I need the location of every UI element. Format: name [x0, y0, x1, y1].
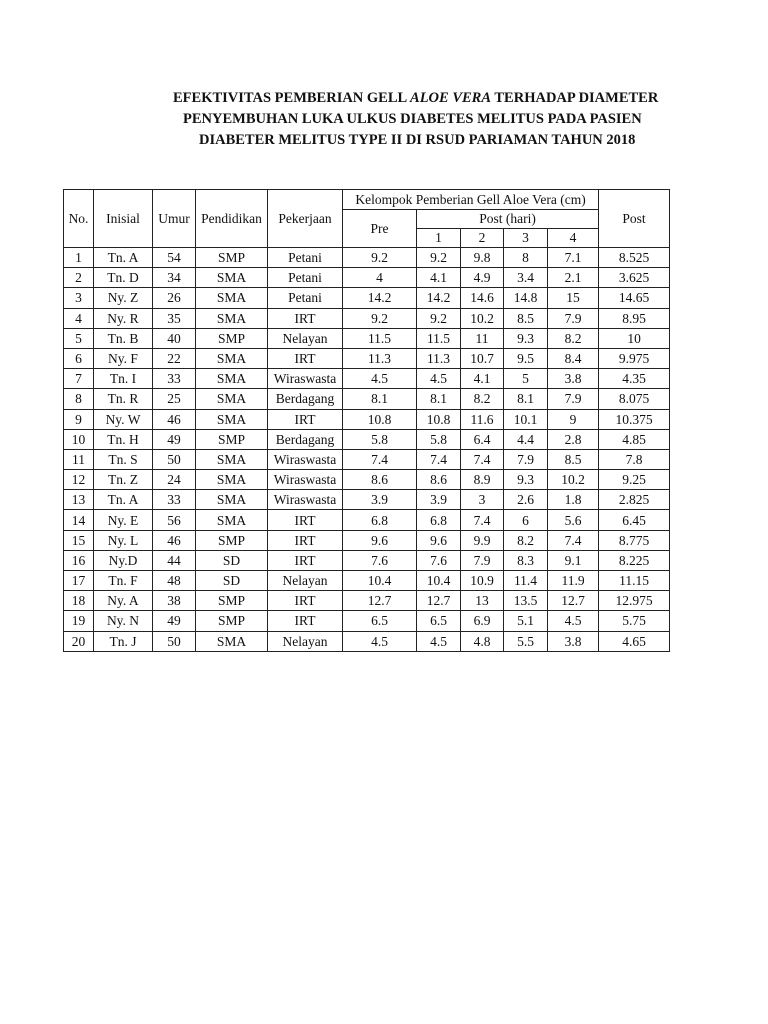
header-day-3: 3 [504, 229, 548, 248]
cell-post-day-4: 5.6 [548, 510, 599, 530]
cell-post-day-1: 6.5 [417, 611, 461, 631]
cell-pekerjaan: Nelayan [268, 571, 343, 591]
cell-umur: 40 [153, 328, 196, 348]
cell-post: 5.75 [599, 611, 670, 631]
cell-pekerjaan: Nelayan [268, 631, 343, 651]
header-day-2: 2 [461, 229, 504, 248]
cell-post: 4.35 [599, 369, 670, 389]
cell-pekerjaan: Wiraswasta [268, 470, 343, 490]
cell-post-day-3: 5.1 [504, 611, 548, 631]
cell-post: 6.45 [599, 510, 670, 530]
header-no: No. [64, 190, 94, 248]
title-line-1-suffix: TERHADAP DIAMETER [491, 90, 659, 106]
cell-post-day-1: 4.5 [417, 369, 461, 389]
table-row [64, 429, 670, 449]
cell-post-day-3: 3.4 [504, 268, 548, 288]
cell-pekerjaan: Wiraswasta [268, 490, 343, 510]
cell-pendidikan: SMA [196, 288, 268, 308]
cell-post-day-4: 9 [548, 409, 599, 429]
cell-post: 8.225 [599, 550, 670, 570]
cell-inisial: Tn. H [94, 429, 153, 449]
table-header [64, 190, 670, 248]
cell-pre: 4.5 [343, 631, 417, 651]
cell-no: 5 [64, 328, 94, 348]
cell-post-day-3: 9.3 [504, 470, 548, 490]
cell-pre: 8.6 [343, 470, 417, 490]
cell-post-day-2: 7.4 [461, 510, 504, 530]
cell-post: 8.525 [599, 248, 670, 268]
cell-post-day-3: 9.5 [504, 348, 548, 368]
header-pre: Pre [343, 210, 417, 248]
cell-pekerjaan: Petani [268, 288, 343, 308]
cell-post-day-4: 7.4 [548, 530, 599, 550]
cell-pekerjaan: IRT [268, 591, 343, 611]
cell-post-day-1: 9.2 [417, 248, 461, 268]
cell-post-day-2: 11.6 [461, 409, 504, 429]
cell-inisial: Tn. Z [94, 470, 153, 490]
table-row [64, 369, 670, 389]
cell-pekerjaan: IRT [268, 510, 343, 530]
cell-pendidikan: SMA [196, 308, 268, 328]
cell-post-day-1: 12.7 [417, 591, 461, 611]
header-umur: Umur [153, 190, 196, 248]
cell-umur: 34 [153, 268, 196, 288]
cell-pekerjaan: IRT [268, 409, 343, 429]
cell-pekerjaan: Berdagang [268, 389, 343, 409]
table-row [64, 328, 670, 348]
cell-pre: 8.1 [343, 389, 417, 409]
cell-no: 15 [64, 530, 94, 550]
table-row [64, 308, 670, 328]
cell-post-day-2: 6.9 [461, 611, 504, 631]
cell-post: 8.95 [599, 308, 670, 328]
cell-inisial: Tn. D [94, 268, 153, 288]
title-line-1-italic: ALOE VERA [410, 90, 492, 106]
cell-umur: 33 [153, 369, 196, 389]
table-row [64, 611, 670, 631]
cell-pre: 11.3 [343, 348, 417, 368]
cell-pekerjaan: IRT [268, 348, 343, 368]
cell-post: 12.975 [599, 591, 670, 611]
cell-post-day-4: 7.9 [548, 308, 599, 328]
cell-post-day-2: 9.9 [461, 530, 504, 550]
cell-post-day-3: 13.5 [504, 591, 548, 611]
cell-post-day-1: 4.5 [417, 631, 461, 651]
header-pekerjaan: Pekerjaan [268, 190, 343, 248]
cell-pendidikan: SMA [196, 490, 268, 510]
cell-post-day-2: 11 [461, 328, 504, 348]
cell-post-day-1: 7.6 [417, 550, 461, 570]
cell-post-day-3: 7.9 [504, 449, 548, 469]
cell-umur: 50 [153, 631, 196, 651]
cell-inisial: Tn. J [94, 631, 153, 651]
cell-post-day-3: 11.4 [504, 571, 548, 591]
cell-no: 19 [64, 611, 94, 631]
cell-pekerjaan: Wiraswasta [268, 449, 343, 469]
cell-pendidikan: SMP [196, 248, 268, 268]
table-row [64, 409, 670, 429]
cell-post-day-4: 7.9 [548, 389, 599, 409]
cell-post-day-1: 10.4 [417, 571, 461, 591]
cell-pekerjaan: Petani [268, 248, 343, 268]
cell-post-day-3: 8.1 [504, 389, 548, 409]
cell-umur: 26 [153, 288, 196, 308]
cell-post-day-2: 7.4 [461, 449, 504, 469]
cell-inisial: Ny. W [94, 409, 153, 429]
table-row [64, 550, 670, 570]
cell-pendidikan: SMP [196, 530, 268, 550]
cell-pre: 10.4 [343, 571, 417, 591]
cell-post: 9.975 [599, 348, 670, 368]
cell-no: 1 [64, 248, 94, 268]
cell-pendidikan: SMA [196, 510, 268, 530]
cell-pekerjaan: Nelayan [268, 328, 343, 348]
table-row [64, 510, 670, 530]
cell-no: 10 [64, 429, 94, 449]
cell-post-day-4: 12.7 [548, 591, 599, 611]
cell-inisial: Tn. A [94, 490, 153, 510]
cell-post-day-1: 11.3 [417, 348, 461, 368]
cell-inisial: Ny. L [94, 530, 153, 550]
cell-inisial: Ny. A [94, 591, 153, 611]
cell-post: 11.15 [599, 571, 670, 591]
cell-pendidikan: SMA [196, 631, 268, 651]
header-inisial: Inisial [94, 190, 153, 248]
cell-no: 8 [64, 389, 94, 409]
cell-post-day-3: 6 [504, 510, 548, 530]
cell-post-day-1: 9.6 [417, 530, 461, 550]
cell-no: 11 [64, 449, 94, 469]
cell-post-day-4: 4.5 [548, 611, 599, 631]
cell-post-day-1: 11.5 [417, 328, 461, 348]
cell-post-day-3: 14.8 [504, 288, 548, 308]
cell-post-day-2: 13 [461, 591, 504, 611]
cell-post-day-2: 4.1 [461, 369, 504, 389]
cell-post-day-4: 8.2 [548, 328, 599, 348]
table-row [64, 591, 670, 611]
cell-pendidikan: SD [196, 550, 268, 570]
cell-post-day-4: 2.8 [548, 429, 599, 449]
cell-pre: 9.2 [343, 308, 417, 328]
cell-post-day-2: 7.9 [461, 550, 504, 570]
cell-post-day-3: 10.1 [504, 409, 548, 429]
cell-pekerjaan: Wiraswasta [268, 369, 343, 389]
cell-post: 8.075 [599, 389, 670, 409]
cell-post-day-2: 4.8 [461, 631, 504, 651]
cell-no: 12 [64, 470, 94, 490]
cell-no: 9 [64, 409, 94, 429]
cell-post-day-1: 8.6 [417, 470, 461, 490]
cell-post-day-2: 8.2 [461, 389, 504, 409]
cell-inisial: Tn. F [94, 571, 153, 591]
cell-post-day-4: 3.8 [548, 631, 599, 651]
cell-no: 20 [64, 631, 94, 651]
cell-no: 7 [64, 369, 94, 389]
cell-no: 18 [64, 591, 94, 611]
cell-inisial: Tn. S [94, 449, 153, 469]
cell-post: 4.85 [599, 429, 670, 449]
cell-pre: 14.2 [343, 288, 417, 308]
cell-pre: 5.8 [343, 429, 417, 449]
header-day-1: 1 [417, 229, 461, 248]
cell-pre: 4 [343, 268, 417, 288]
cell-pekerjaan: Berdagang [268, 429, 343, 449]
cell-post-day-4: 3.8 [548, 369, 599, 389]
cell-umur: 46 [153, 409, 196, 429]
cell-post-day-4: 2.1 [548, 268, 599, 288]
cell-pekerjaan: Petani [268, 268, 343, 288]
cell-pendidikan: SMA [196, 268, 268, 288]
cell-post: 3.625 [599, 268, 670, 288]
cell-inisial: Ny.D [94, 550, 153, 570]
cell-pre: 3.9 [343, 490, 417, 510]
cell-pendidikan: SMA [196, 409, 268, 429]
title-line-1-prefix: EFEKTIVITAS PEMBERIAN GELL [173, 90, 411, 106]
cell-post-day-2: 9.8 [461, 248, 504, 268]
cell-post: 8.775 [599, 530, 670, 550]
header-group: Kelompok Pemberian Gell Aloe Vera (cm) [343, 190, 599, 210]
cell-no: 4 [64, 308, 94, 328]
cell-post-day-2: 10.7 [461, 348, 504, 368]
cell-post-day-4: 8.4 [548, 348, 599, 368]
cell-post-day-1: 5.8 [417, 429, 461, 449]
cell-umur: 33 [153, 490, 196, 510]
cell-umur: 25 [153, 389, 196, 409]
cell-post-day-3: 4.4 [504, 429, 548, 449]
cell-umur: 50 [153, 449, 196, 469]
cell-post-day-2: 14.6 [461, 288, 504, 308]
cell-post-day-1: 7.4 [417, 449, 461, 469]
cell-post-day-4: 10.2 [548, 470, 599, 490]
table-row [64, 470, 670, 490]
cell-pekerjaan: IRT [268, 611, 343, 631]
cell-pre: 12.7 [343, 591, 417, 611]
cell-pre: 9.6 [343, 530, 417, 550]
cell-inisial: Tn. R [94, 389, 153, 409]
cell-inisial: Ny. N [94, 611, 153, 631]
cell-pendidikan: SMA [196, 369, 268, 389]
table-row [64, 631, 670, 651]
cell-pendidikan: SMP [196, 429, 268, 449]
cell-pre: 7.4 [343, 449, 417, 469]
cell-post-day-3: 5 [504, 369, 548, 389]
cell-umur: 49 [153, 429, 196, 449]
cell-post-day-1: 14.2 [417, 288, 461, 308]
cell-pre: 9.2 [343, 248, 417, 268]
cell-umur: 22 [153, 348, 196, 368]
cell-pendidikan: SMA [196, 348, 268, 368]
cell-post: 10.375 [599, 409, 670, 429]
cell-no: 2 [64, 268, 94, 288]
cell-post-day-4: 1.8 [548, 490, 599, 510]
cell-no: 14 [64, 510, 94, 530]
cell-post-day-4: 15 [548, 288, 599, 308]
cell-post: 2.825 [599, 490, 670, 510]
cell-umur: 56 [153, 510, 196, 530]
title-line-1 [173, 88, 658, 108]
cell-post-day-2: 8.9 [461, 470, 504, 490]
cell-pendidikan: SMP [196, 328, 268, 348]
table-row [64, 571, 670, 591]
cell-post-day-2: 4.9 [461, 268, 504, 288]
cell-post-day-2: 6.4 [461, 429, 504, 449]
cell-no: 3 [64, 288, 94, 308]
cell-umur: 35 [153, 308, 196, 328]
cell-umur: 38 [153, 591, 196, 611]
cell-post-day-2: 10.9 [461, 571, 504, 591]
header-row-1 [64, 190, 670, 210]
cell-pendidikan: SMP [196, 611, 268, 631]
cell-inisial: Tn. B [94, 328, 153, 348]
cell-post: 7.8 [599, 449, 670, 469]
table-row [64, 288, 670, 308]
cell-post-day-1: 8.1 [417, 389, 461, 409]
cell-post-day-3: 8.5 [504, 308, 548, 328]
cell-pendidikan: SMP [196, 591, 268, 611]
cell-no: 6 [64, 348, 94, 368]
cell-no: 16 [64, 550, 94, 570]
table-row [64, 348, 670, 368]
header-pendidikan: Pendidikan [196, 190, 268, 248]
cell-pendidikan: SD [196, 571, 268, 591]
header-day-4: 4 [548, 229, 599, 248]
cell-post-day-1: 6.8 [417, 510, 461, 530]
table-body [64, 248, 670, 652]
cell-post-day-2: 10.2 [461, 308, 504, 328]
title-line-3: DIABETER MELITUS TYPE II DI RSUD PARIAMAN TAHUN 2018 [199, 132, 636, 148]
header-post-hari: Post (hari) [417, 210, 599, 229]
cell-pre: 6.8 [343, 510, 417, 530]
cell-pekerjaan: IRT [268, 530, 343, 550]
cell-post-day-4: 8.5 [548, 449, 599, 469]
document-title [0, 88, 768, 158]
header-post: Post [599, 190, 670, 248]
cell-post-day-3: 5.5 [504, 631, 548, 651]
cell-pre: 6.5 [343, 611, 417, 631]
cell-umur: 46 [153, 530, 196, 550]
cell-post-day-1: 3.9 [417, 490, 461, 510]
cell-inisial: Ny. E [94, 510, 153, 530]
cell-post: 9.25 [599, 470, 670, 490]
cell-pekerjaan: IRT [268, 550, 343, 570]
cell-umur: 24 [153, 470, 196, 490]
table-row [64, 389, 670, 409]
cell-no: 17 [64, 571, 94, 591]
cell-pendidikan: SMA [196, 470, 268, 490]
cell-pre: 10.8 [343, 409, 417, 429]
cell-inisial: Ny. R [94, 308, 153, 328]
cell-post-day-4: 11.9 [548, 571, 599, 591]
cell-post-day-1: 10.8 [417, 409, 461, 429]
table-row [64, 449, 670, 469]
cell-post-day-3: 8.2 [504, 530, 548, 550]
table-row [64, 530, 670, 550]
table-row [64, 268, 670, 288]
cell-post: 4.65 [599, 631, 670, 651]
cell-post-day-4: 7.1 [548, 248, 599, 268]
table-row [64, 248, 670, 268]
cell-post: 14.65 [599, 288, 670, 308]
cell-post-day-1: 4.1 [417, 268, 461, 288]
cell-inisial: Tn. A [94, 248, 153, 268]
cell-pre: 7.6 [343, 550, 417, 570]
cell-pendidikan: SMA [196, 389, 268, 409]
cell-post-day-3: 9.3 [504, 328, 548, 348]
cell-inisial: Ny. F [94, 348, 153, 368]
cell-pre: 11.5 [343, 328, 417, 348]
cell-umur: 54 [153, 248, 196, 268]
cell-post-day-2: 3 [461, 490, 504, 510]
title-line-2: PENYEMBUHAN LUKA ULKUS DIABETES MELITUS PADA PASIEN [183, 111, 642, 127]
cell-post-day-3: 2.6 [504, 490, 548, 510]
table-row [64, 490, 670, 510]
cell-post-day-1: 9.2 [417, 308, 461, 328]
cell-pre: 4.5 [343, 369, 417, 389]
cell-umur: 49 [153, 611, 196, 631]
data-table [63, 189, 670, 652]
cell-no: 13 [64, 490, 94, 510]
cell-post: 10 [599, 328, 670, 348]
cell-pekerjaan: IRT [268, 308, 343, 328]
cell-inisial: Ny. Z [94, 288, 153, 308]
cell-umur: 44 [153, 550, 196, 570]
cell-post-day-3: 8 [504, 248, 548, 268]
cell-inisial: Tn. I [94, 369, 153, 389]
cell-umur: 48 [153, 571, 196, 591]
cell-post-day-4: 9.1 [548, 550, 599, 570]
cell-pendidikan: SMA [196, 449, 268, 469]
cell-post-day-3: 8.3 [504, 550, 548, 570]
